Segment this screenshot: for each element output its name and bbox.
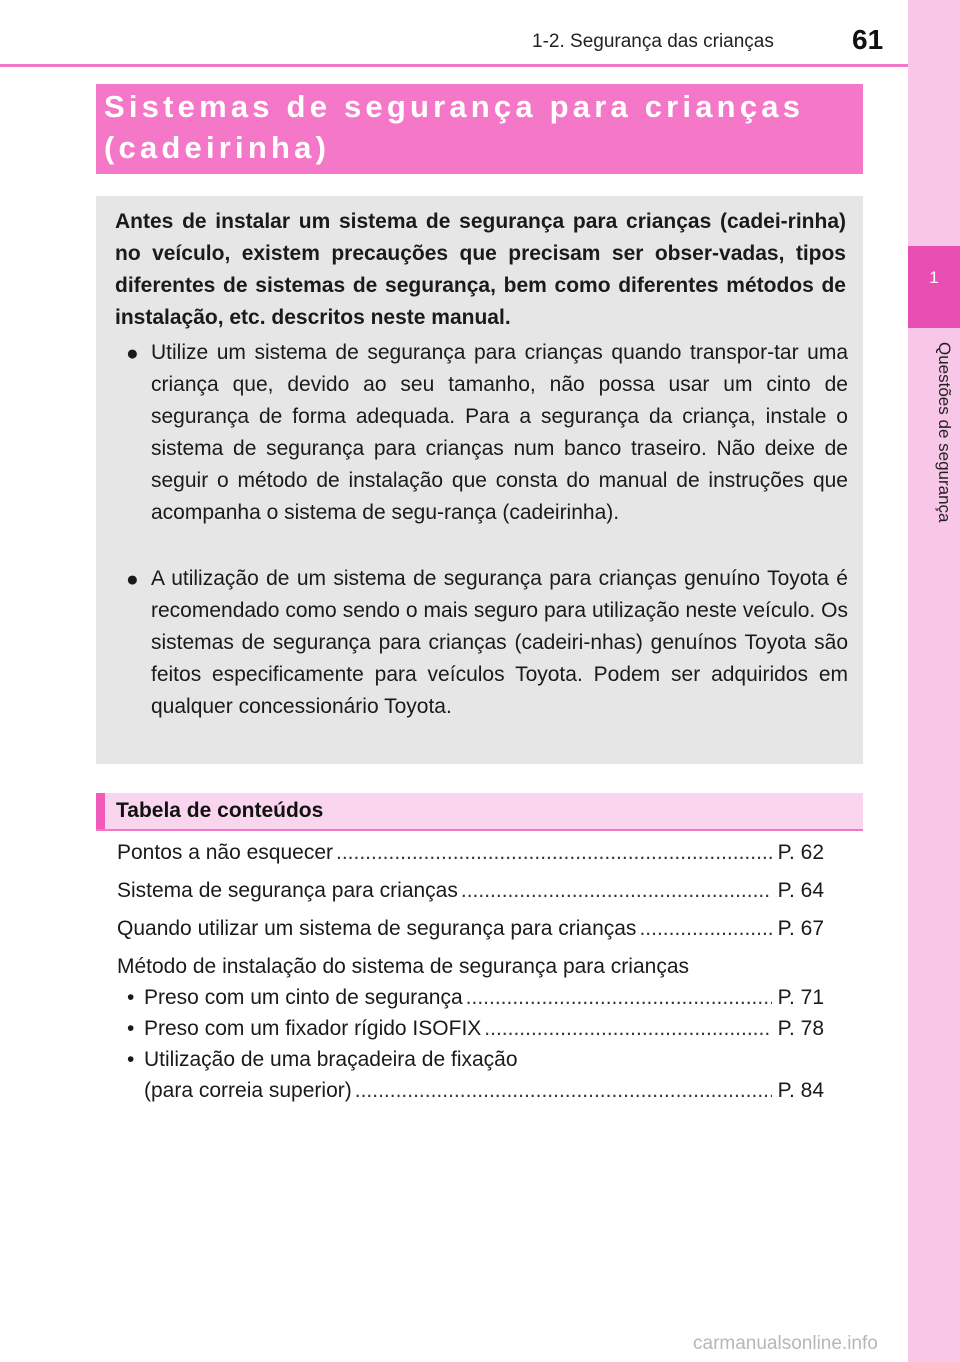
toc-leader [484, 1016, 771, 1042]
toc-leader [466, 985, 772, 1011]
intro-bullet [126, 563, 848, 723]
toc-sub-entry[interactable] [127, 1047, 824, 1073]
toc-entry-label: (para correia superior) [144, 1079, 352, 1102]
intro-bullet [126, 337, 848, 529]
toc-entry[interactable] [117, 916, 824, 942]
toc-entry-label: Preso com um fixador rígido ISOFIX [144, 1017, 482, 1040]
bullet-text: Utilize um sistema de segurança para crianças quando transpor-tar uma criança que, devido ao seu tamanho, não possa usar um cinto de segurança de forma adequada. Para a segurança da criança, instale o sistema de segurança para crianças num banco traseiro. Não deixe de seguir o método de instalação que consta do manual de instruções que acompanha o sistema de segu-rança (cadeirinha). [151, 341, 848, 524]
side-tab-strip [908, 0, 960, 1362]
intro-lead: Antes de instalar um sistema de segurança para crianças (cadei-rinha) no veículo, existem precauções que precisam ser obser-vadas, tipos diferentes de sistemas de segurança, bem como diferentes métodos de instalação, etc. descritos neste manual. [115, 210, 846, 329]
bullet-dot-icon: ● [126, 568, 139, 591]
toc-entry-label: Utilização de uma braçadeira de fixação [144, 1048, 518, 1071]
toc-bullet: • [127, 1048, 135, 1071]
toc-bullet: • [127, 986, 135, 1009]
toc-heading-accent [96, 793, 105, 829]
toc-entry-ref: P. 64 [777, 879, 824, 902]
toc-entry-ref: P. 67 [777, 917, 824, 940]
toc-sub-entry[interactable] [127, 1016, 824, 1042]
toc-heading-rule [96, 829, 863, 831]
toc-heading: Tabela de conteúdos [116, 799, 324, 822]
toc-entry-ref: P. 71 [777, 986, 824, 1009]
toc-entry-ref: P. 78 [777, 1017, 824, 1040]
toc-group-label: Método de instalação do sistema de segurança para crianças [117, 955, 690, 978]
toc-leader [355, 1078, 772, 1104]
bullet-text: A utilização de um sistema de segurança para crianças genuíno Toyota é recomendado como sendo o mais seguro para utilização neste veículo. Os sistemas de segurança para crianças (cadeiri-nhas) genuínos Toyota são feitos especificamente para veículos Toyota. Podem ser adquiridos em qualquer concessionário Toyota. [151, 567, 848, 718]
header-divider [0, 64, 908, 67]
toc-entry-ref: P. 62 [777, 841, 824, 864]
toc-leader [461, 878, 772, 904]
chapter-number: 1 [929, 268, 939, 287]
toc-bullet: • [127, 1017, 135, 1040]
section-title: 1-2. Segurança das crianças [532, 31, 774, 52]
toc-sub-entry[interactable] [127, 985, 824, 1011]
chapter-label: Questões de segurança [935, 342, 954, 523]
toc-entry[interactable] [117, 878, 824, 904]
toc-leader [336, 840, 772, 866]
watermark: carmanualsonline.info [693, 1333, 878, 1354]
page-title: Sistemas de segurança para crianças (cadeirinha) [104, 89, 805, 165]
page-number: 61 [852, 24, 884, 55]
toc-entry-label: Preso com um cinto de segurança [144, 986, 463, 1009]
toc-entry-label: Pontos a não esquecer [117, 841, 333, 864]
toc-entry-label: Sistema de segurança para crianças [117, 879, 458, 902]
bullet-dot-icon: ● [126, 342, 139, 365]
toc-entry-label: Quando utilizar um sistema de segurança para crianças [117, 917, 637, 940]
toc-entry-ref: P. 84 [777, 1079, 824, 1102]
toc-sub-entry-continued[interactable] [144, 1078, 824, 1104]
toc-leader [639, 916, 771, 942]
toc-entry[interactable] [117, 840, 824, 866]
